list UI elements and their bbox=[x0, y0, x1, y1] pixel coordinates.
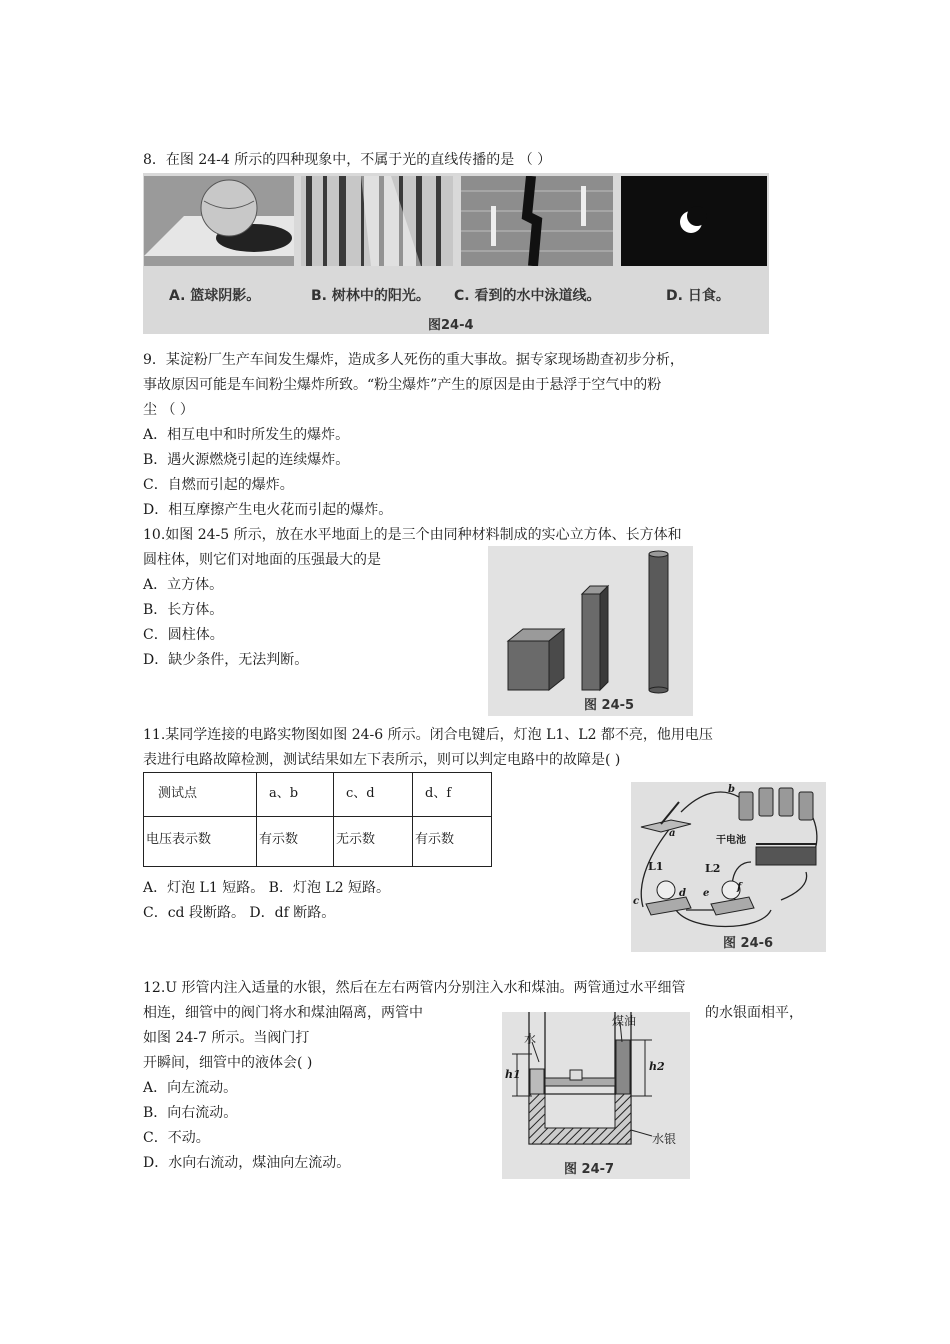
q10-option-a: A．立方体。 bbox=[143, 577, 224, 593]
table-cell: 无示数 bbox=[334, 817, 413, 867]
figure-24-4-label-b: B. 树林中的阳光。 bbox=[311, 288, 430, 304]
table-header-cell: d、f bbox=[413, 773, 492, 817]
voltage-test-table bbox=[143, 772, 492, 867]
q12-line-4: 开瞬间，细管中的液体会( ) bbox=[143, 1055, 313, 1071]
q12-option-c: C．不动。 bbox=[143, 1130, 210, 1146]
q9-option-d: D．相互摩擦产生电火花而引起的爆炸。 bbox=[143, 502, 393, 518]
table-cell: 有示数 bbox=[413, 817, 492, 867]
figure-24-4-label-d: D. 日食。 bbox=[666, 288, 730, 304]
q12-line-2-left: 相连，细管中的阀门将水和煤油隔离，两管中 bbox=[143, 1005, 423, 1021]
q11-line-2: 表进行电路故障检测，测试结果如左下表所示，则可以判定电路中的故障是( ) bbox=[143, 752, 621, 768]
table-cell: 有示数 bbox=[257, 817, 334, 867]
figure-24-4-label-a: A. 篮球阴影。 bbox=[169, 288, 261, 304]
pool-lane-photo bbox=[461, 176, 613, 266]
figure-24-7-caption: 图 24-7 bbox=[564, 1162, 615, 1177]
forest-sunlight-photo bbox=[301, 176, 453, 266]
table-header-cell: c、d bbox=[334, 773, 413, 817]
q8-text: 8．在图 24-4 所示的四种现象中，不属于光的直线传播的是 （ ） bbox=[143, 152, 552, 168]
q12-line-3: 如图 24-7 所示。当阀门打 bbox=[143, 1030, 310, 1046]
q10-line-1: 10.如图 24-5 所示，放在水平地面上的是三个由同种材料制成的实心立方体、长方体和 bbox=[143, 527, 682, 543]
battery-label: 干电池 bbox=[716, 835, 746, 846]
mercury-label: 水银 bbox=[652, 1132, 677, 1146]
q12-option-a: A．向左流动。 bbox=[143, 1080, 238, 1096]
q12-line-2-right: 的水银面相平， bbox=[705, 1005, 803, 1021]
q10-option-c: C．圆柱体。 bbox=[143, 627, 224, 643]
basketball-shadow-photo bbox=[144, 176, 294, 266]
q11-options-cd: C．cd 段断路。 D．df 断路。 bbox=[143, 905, 336, 921]
node-e-label: e bbox=[703, 888, 710, 899]
node-f-label: f bbox=[737, 882, 742, 893]
kerosene-label: 煤油 bbox=[612, 1014, 637, 1028]
figure-24-6-caption: 图 24-6 bbox=[723, 936, 774, 951]
q11-options-ab: A．灯泡 L1 短路。 B．灯泡 L2 短路。 bbox=[143, 880, 391, 896]
q9-line-3: 尘 （ ） bbox=[143, 402, 194, 418]
figure-24-5 bbox=[488, 546, 693, 716]
water-label: 水 bbox=[524, 1032, 537, 1046]
q9-line-1: 9．某淀粉厂生产车间发生爆炸，造成多人死伤的重大事故。据专家现场勘查初步分析， bbox=[143, 352, 684, 368]
figure-24-5-caption: 图 24-5 bbox=[584, 698, 635, 713]
solids-diagram bbox=[488, 546, 693, 696]
q9-option-c: C．自燃而引起的爆炸。 bbox=[143, 477, 294, 493]
q12-line-1: 12.U 形管内注入适量的水银，然后在左右两管内分别注入水和煤油。两管通过水平细管 bbox=[143, 980, 686, 996]
node-b-label: b bbox=[728, 784, 735, 795]
l1-label: L1 bbox=[648, 860, 664, 873]
h1-label: h1 bbox=[505, 1068, 521, 1081]
figure-24-6 bbox=[631, 782, 826, 952]
h2-label: h2 bbox=[649, 1060, 665, 1073]
table-header-cell: a、b bbox=[257, 773, 334, 817]
node-a-label: a bbox=[669, 828, 676, 839]
q10-option-d: D．缺少条件，无法判断。 bbox=[143, 652, 309, 668]
q12-option-b: B．向右流动。 bbox=[143, 1105, 238, 1121]
node-d-label: d bbox=[679, 888, 686, 899]
q9-option-b: B．遇火源燃烧引起的连续爆炸。 bbox=[143, 452, 350, 468]
node-c-label: c bbox=[633, 896, 640, 907]
circuit-diagram bbox=[631, 782, 826, 932]
q12-option-d: D．水向右流动，煤油向左流动。 bbox=[143, 1155, 351, 1171]
table-header-cell: 测试点 bbox=[144, 773, 257, 817]
figure-24-7 bbox=[502, 1012, 690, 1179]
q10-option-b: B．长方体。 bbox=[143, 602, 224, 618]
figure-24-4-caption: 图24-4 bbox=[428, 318, 474, 333]
q9-option-a: A．相互电中和时所发生的爆炸。 bbox=[143, 427, 350, 443]
q9-line-2: 事故原因可能是车间粉尘爆炸所致。“粉尘爆炸”产生的原因是由于悬浮于空气中的粉 bbox=[143, 377, 662, 393]
q11-line-1: 11.某同学连接的电路实物图如图 24-6 所示。闭合电键后，灯泡 L1、L2 都不亮，他用电压 bbox=[143, 727, 713, 743]
l2-label: L2 bbox=[705, 862, 721, 875]
table-row bbox=[144, 773, 492, 817]
figure-24-4 bbox=[143, 173, 769, 334]
q10-line-2: 圆柱体，则它们对地面的压强最大的是 bbox=[143, 552, 381, 568]
figure-24-4-label-c: C. 看到的水中泳道线。 bbox=[454, 288, 601, 304]
solar-eclipse-photo bbox=[621, 176, 767, 266]
table-cell: 电压表示数 bbox=[144, 817, 257, 867]
table-row bbox=[144, 817, 492, 867]
